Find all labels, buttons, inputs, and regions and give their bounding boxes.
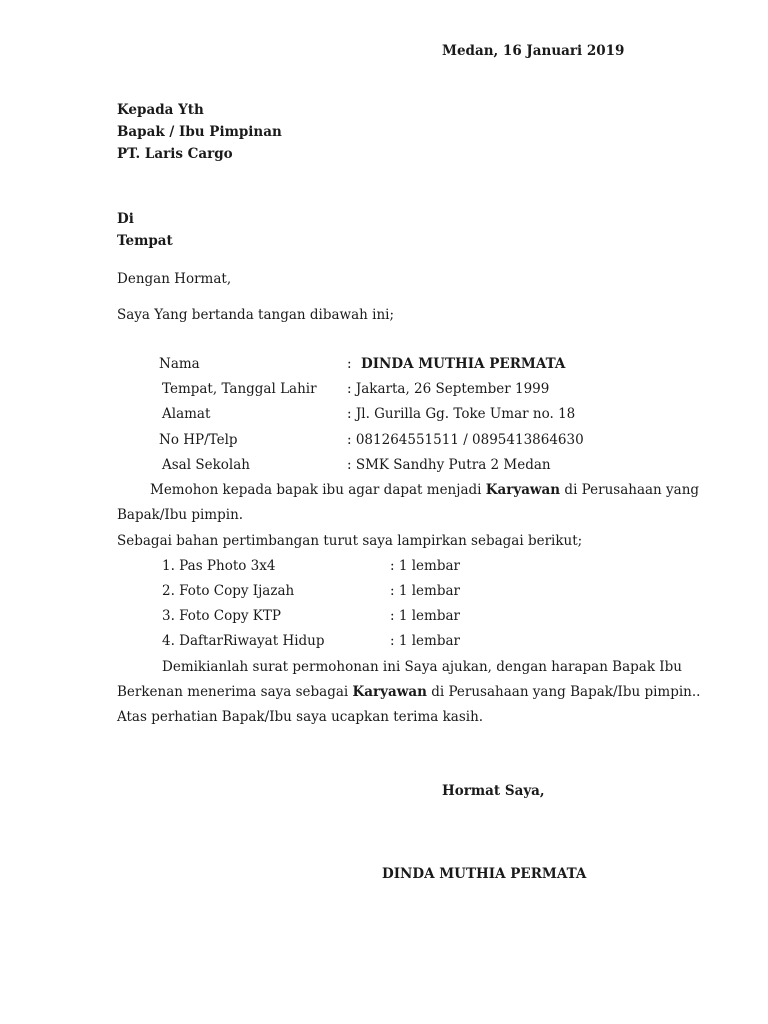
request-text-a: Memohon kepada bapak ibu agar dapat menjadi: [150, 482, 482, 498]
recipient-line-1: Kepada Yth: [117, 102, 204, 118]
attachment-item: 3. Foto Copy KTP: [162, 608, 281, 624]
request-line-2: Bapak/Ibu pimpin.: [117, 507, 244, 523]
attachment-item: 4. DaftarRiwayat Hidup: [162, 633, 325, 649]
identity-value-alamat: : Jl. Gurilla Gg. Toke Umar no. 18: [347, 406, 576, 422]
identity-value-phone: : 081264551511 / 0895413864630: [347, 432, 584, 448]
recipient-line-2: Bapak / Ibu Pimpinan: [117, 124, 282, 140]
identity-label-nama: Nama: [159, 356, 200, 372]
recipient-line-3: PT. Laris Cargo: [117, 146, 233, 162]
closing-bold-karyawan: Karyawan: [352, 684, 427, 700]
closing-text-1: Demikianlah surat permohonan ini Saya ajukan, dengan harapan Bapak Ibu: [162, 659, 682, 675]
recipient-tempat: Tempat: [117, 233, 173, 249]
attachment-item: 1. Pas Photo 3x4: [162, 558, 276, 574]
attachment-qty: : 1 lembar: [390, 558, 460, 574]
identity-value-ttl: : Jakarta, 26 September 1999: [347, 381, 550, 397]
intro-text: Saya Yang bertanda tangan dibawah ini;: [117, 307, 395, 323]
closing-line-3: Atas perhatian Bapak/Ibu saya ucapkan terima kasih.: [117, 709, 484, 725]
closing-text-b: di Perusahaan yang Bapak/Ibu pimpin..: [431, 684, 701, 700]
closing-text-a: Berkenan menerima saya sebagai: [117, 684, 349, 700]
closing-line-1: [162, 659, 682, 675]
attachment-qty: : 1 lembar: [390, 608, 460, 624]
recipient-di: Di: [117, 211, 134, 227]
identity-label-ttl: Tempat, Tanggal Lahir: [162, 381, 317, 397]
signer-name: DINDA MUTHIA PERMATA: [382, 866, 587, 882]
identity-label-school: Asal Sekolah: [162, 457, 250, 473]
request-line-1: [150, 482, 700, 498]
salutation: Dengan Hormat,: [117, 271, 232, 287]
identity-label-alamat: Alamat: [162, 406, 211, 422]
identity-value-nama: DINDA MUTHIA PERMATA: [361, 356, 566, 372]
attachment-item: 2. Foto Copy Ijazah: [162, 583, 295, 599]
identity-value-school: : SMK Sandhy Putra 2 Medan: [347, 457, 551, 473]
place-date: Medan, 16 Januari 2019: [442, 43, 625, 59]
attachments-intro: Sebagai bahan pertimbangan turut saya lampirkan sebagai berikut;: [117, 533, 583, 549]
attachment-qty: : 1 lembar: [390, 633, 460, 649]
identity-label-phone: No HP/Telp: [159, 432, 238, 448]
request-bold-karyawan: Karyawan: [485, 482, 561, 498]
signoff: Hormat Saya,: [442, 783, 545, 799]
closing-line-2: [117, 684, 701, 700]
attachment-qty: : 1 lembar: [390, 583, 460, 599]
request-text-b: di Perusahaan yang: [564, 482, 700, 498]
identity-colon: :: [347, 356, 352, 372]
